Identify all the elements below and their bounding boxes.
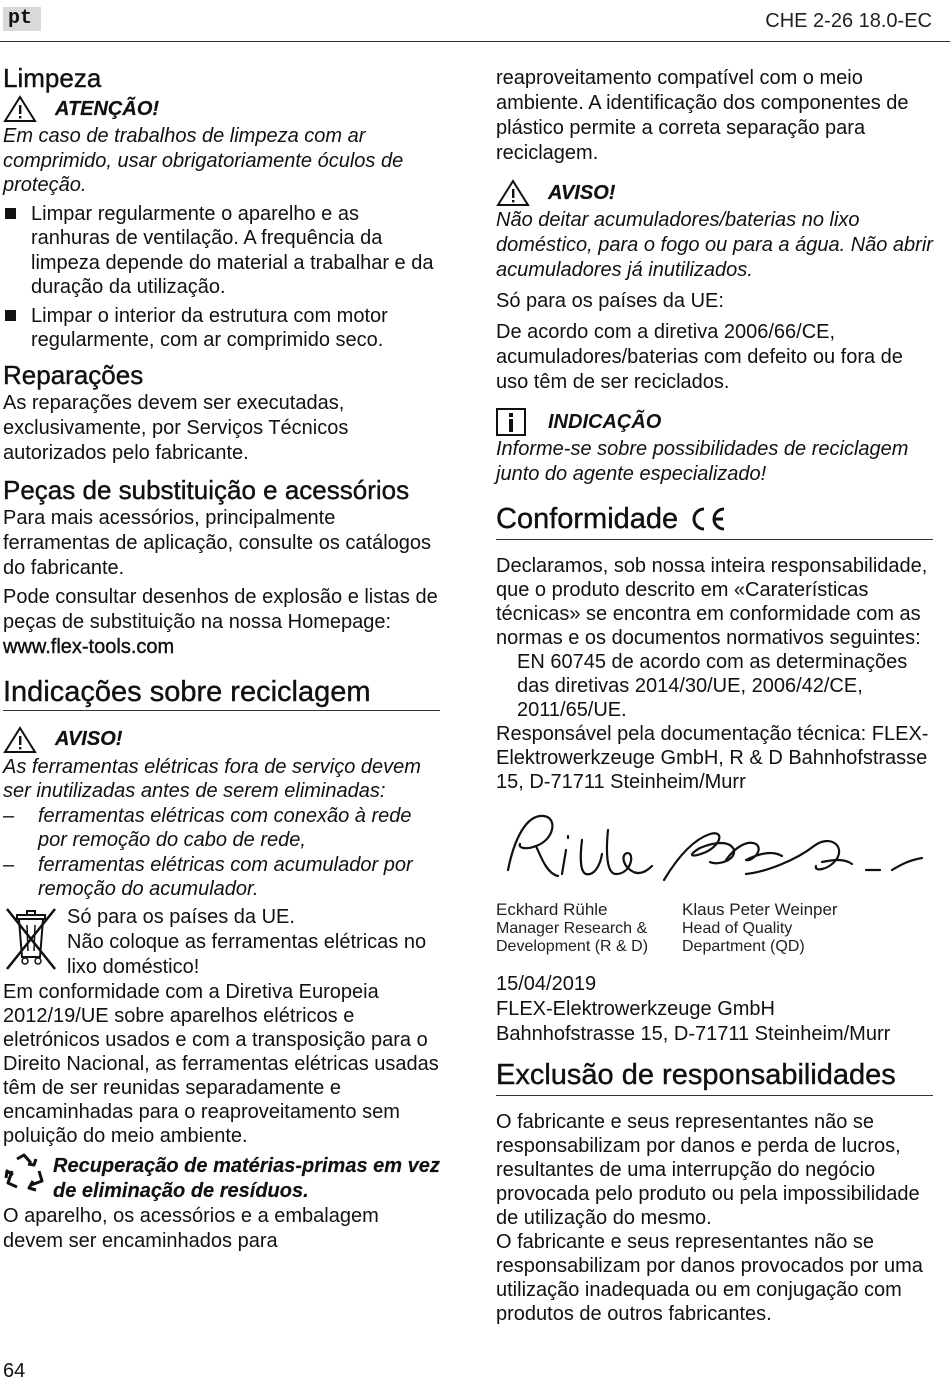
homepage-link[interactable]: www.flex-tools.com <box>3 635 175 658</box>
recovery-title: Recuperação de matérias-primas em vez de eliminação de resíduos. <box>53 1154 440 1202</box>
signatory-2-role-line-2: Department (QD) <box>682 938 805 955</box>
section-header-reciclagem <box>3 674 440 711</box>
signatory-2-role-line-1: Head of Quality <box>682 920 793 937</box>
weee-notice <box>3 905 440 980</box>
section-title-reciclagem: Indicações sobre reciclagem <box>3 675 371 708</box>
warning-label: AVISO! <box>55 728 123 750</box>
warning-label: ATENÇÃO! <box>55 97 160 120</box>
info-text: Informe-se sobre possibilidades de reciclagem junto do agente especializado! <box>496 438 909 485</box>
right-column <box>496 66 933 1326</box>
list-item: Limpar regularmente o aparelho e as ranhuras de ventilação. A frequência da limpeza depende do material a trabalhar e da duração da utilização. <box>3 202 440 300</box>
warning-text: Não deitar acumuladores/baterias no lixo doméstico, para o fogo ou para a água. Não abrir acumuladores já inutilizados. <box>496 209 933 281</box>
eu-only-text: Só para os países da UE: <box>496 290 724 312</box>
weee-line-2: Não coloque as ferramentas elétricas no lixo doméstico! <box>67 930 427 978</box>
section-title-pecas: Peças de substituição e acessórios <box>3 474 410 505</box>
weee-directive-text: Em conformidade com a Diretiva Europeia 2012/19/UE sobre aparelhos elétricos e eletrónicos usados e com a transposição para o Direito Nacional, as ferramentas elétricas usadas têm de ser reunidas separadamente e encaminhadas para o reaproveitamento sem poluição do meio ambiente. <box>3 980 439 1147</box>
list-item: – ferramentas elétricas com acumulador por remoção do acumulador. <box>3 853 440 902</box>
conformity-text: Declaramos, sob nossa inteira responsabilidade, que o produto descrito em «Caraterísticas técnicas» se encontra em conformidade com as normas e os documentos normativos seguintes: <box>496 555 928 649</box>
declaration-date: 15/04/2019 <box>496 973 597 995</box>
warning-notice <box>3 725 440 755</box>
company-address: Bahnhofstrasse 15, D-71711 Steinheim/Murr <box>496 1023 891 1045</box>
warning-attention <box>3 94 440 124</box>
liability-text-2: O fabricante e seus representantes não se responsabilizam por danos provocados por uma utilização inadequada ou em conjugação com produtos de outros fabricantes. <box>496 1231 923 1325</box>
info-label: INDICAÇÃO <box>548 410 662 433</box>
signatory-1-role-line-2: Development (R & D) <box>496 938 649 955</box>
section-title-reparacoes: Reparações <box>3 359 144 390</box>
warning-triangle-icon <box>3 726 37 754</box>
page-header <box>0 0 950 42</box>
weee-line-1: Só para os países da UE. <box>67 905 295 928</box>
parts-text-1: Para mais acessórios, principalmente ferramentas de aplicação, consulte os catálogos do fabricante. <box>3 506 432 579</box>
ce-mark-icon <box>688 505 728 533</box>
signatory-2 <box>682 900 838 956</box>
conformity-title-row <box>496 501 933 537</box>
section-header-exclusao <box>496 1057 933 1096</box>
warning-text: As ferramentas elétricas fora de serviço devem ser inutilizadas antes de serem eliminadas: <box>3 755 421 802</box>
liability-text-1: O fabricante e seus representantes não se responsabilizam por danos e perda de lucros, resultantes de uma interrupção do negócio provocada pelo produto ou pela impossibilidade de utilização do mesmo. <box>496 1111 920 1229</box>
cleaning-list <box>3 202 440 353</box>
parts-text-2 <box>3 585 440 660</box>
model-name: CHE 2-26 18.0-EC <box>765 10 932 32</box>
recycling-continued-text: reaproveitamento compatível com o meio ambiente. A identificação dos componentes de plástico permite a correta separação para reciclagem. <box>496 67 909 164</box>
signatures <box>496 800 933 980</box>
repairs-text: As reparações devem ser executadas, exclusivamente, por Serviços Técnicos autorizados pelo fabricante. <box>3 391 349 464</box>
company-name: FLEX-Elektrowerkzeuge GmbH <box>496 998 775 1020</box>
warning-text: Em caso de trabalhos de limpeza com ar comprimido, usar obrigatoriamente óculos de proteção. <box>3 125 404 196</box>
signatory-1 <box>496 900 648 956</box>
list-item: – ferramentas elétricas com conexão à rede por remoção do cabo de rede, <box>3 804 440 853</box>
section-title-exclusao: Exclusão de responsabilidades <box>496 1059 896 1091</box>
recovery-text: O aparelho, os acessórios e a embalagem devem ser encaminhados para <box>3 1204 379 1252</box>
signature-image <box>496 800 933 900</box>
section-title-limpeza: Limpeza <box>3 63 102 93</box>
warning-triangle-icon <box>496 179 530 207</box>
recycle-icon <box>3 1151 45 1193</box>
list-item: Limpar o interior da estrutura com motor regularmente, com ar comprimido seco. <box>3 304 440 353</box>
warning-label: AVISO! <box>548 181 616 204</box>
recovery-notice <box>3 1151 440 1204</box>
signatory-1-role-line-1: Manager Research & <box>496 920 648 937</box>
section-title-conformidade: Conformidade <box>496 503 679 535</box>
info-notice <box>496 407 933 437</box>
battery-directive-text: De acordo com a diretiva 2006/66/CE, acumuladores/baterias com defeito ou fora de uso têm de ser reciclados. <box>496 321 903 393</box>
info-icon <box>496 408 526 436</box>
page-number: 64 <box>3 1360 26 1382</box>
signatory-1-name: Eckhard Rühle <box>496 900 608 919</box>
signatory-2-name: Klaus Peter Weinper <box>682 900 838 919</box>
language-badge: pt <box>3 7 41 31</box>
weee-text <box>67 905 440 980</box>
parts-text-2-body: Pode consultar desenhos de explosão e listas de peças de substituição na nossa Homepage: <box>3 585 438 633</box>
crossed-bin-icon <box>3 905 59 975</box>
warning-battery <box>496 178 933 208</box>
warning-triangle-icon <box>3 95 37 123</box>
disposal-list <box>3 804 440 902</box>
section-header-conformidade <box>496 501 933 540</box>
left-column <box>3 62 440 1254</box>
conformity-standard: EN 60745 de acordo com as determinações das diretivas 2014/30/UE, 2006/42/CE, 2011/65/UE. <box>517 651 908 721</box>
technical-documentation: Responsável pela documentação técnica: FLEX-Elektrowerkzeuge GmbH, R & D Bahnhofstrasse 15, D-71711 Steinheim/Murr <box>496 723 929 793</box>
